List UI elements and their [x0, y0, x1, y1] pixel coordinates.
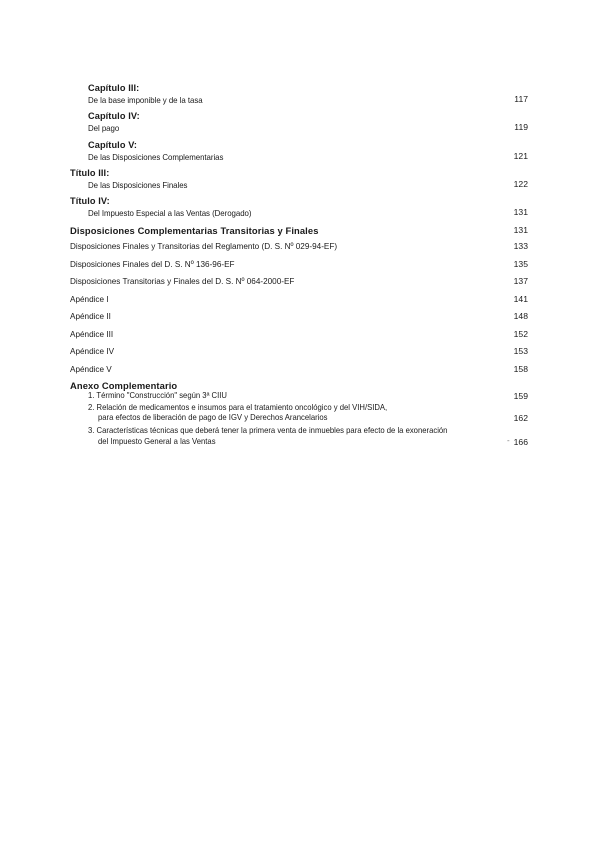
appendix-iii-entry: Apéndice III: [70, 329, 114, 339]
title-iii-title: De las Disposiciones Finales: [88, 180, 188, 190]
chapter-iii-title: De la base imponible y de la tasa: [88, 95, 203, 105]
ds-064-page: 137: [513, 276, 528, 286]
appendix-iv-entry: Apéndice IV: [70, 346, 115, 356]
annex-item-3-page: 166: [513, 437, 528, 447]
chapter-iv-title: Del pago: [88, 123, 120, 133]
ds-136-entry: Disposiciones Finales del D. S. Nº 136-96-EF: [70, 259, 235, 269]
title-iv-title: Del Impuesto Especial a las Ventas (Derogado): [88, 208, 252, 218]
annex-item-2-line-2: para efectos de liberación de pago de IGV y Derechos Arancelarios: [98, 413, 328, 422]
regulation-provisions-entry: Disposiciones Finales y Transitorias del Reglamento (D. S. Nº 029-94-EF): [70, 241, 338, 251]
title-iii-heading: Título III:: [70, 168, 110, 178]
appendix-ii-entry: Apéndice II: [70, 311, 111, 321]
regulation-provisions-page: 133: [513, 241, 528, 251]
annex-heading: Anexo Complementario: [70, 380, 178, 391]
complementary-provisions-heading: Disposiciones Complementarias Transitorias y Finales: [70, 225, 319, 236]
annex-item-2-page: 162: [513, 413, 528, 423]
appendix-iv-page: 153: [513, 346, 528, 356]
chapter-v-page: 121: [513, 151, 528, 161]
annex-item-1: 1. Término "Construcción" según 3ª CIIU: [88, 391, 227, 400]
annex-item-1-page: 159: [513, 391, 528, 401]
appendix-ii-page: 148: [513, 311, 528, 321]
appendix-i-page: 141: [513, 294, 528, 304]
annex-item-3-line-2: del Impuesto General a las Ventas: [98, 437, 216, 446]
title-iii-page: 122: [513, 179, 528, 189]
annex-item-3-line-1: 3. Características técnicas que deberá tener la primera venta de inmuebles para efecto de la exoneración: [88, 426, 448, 435]
chapter-iv-page: 119: [514, 122, 528, 132]
chapter-iii-page: 117: [514, 94, 528, 104]
appendix-v-entry: Apéndice V: [70, 364, 112, 374]
chapter-iv-heading: Capítulo IV:: [88, 111, 140, 121]
scan-mark: -: [507, 436, 510, 445]
complementary-provisions-page: 131: [513, 225, 528, 235]
appendix-i-entry: Apéndice I: [70, 294, 109, 304]
title-iv-page: 131: [513, 207, 528, 217]
chapter-v-title: De las Disposiciones Complementarias: [88, 152, 224, 162]
ds-136-page: 135: [513, 259, 528, 269]
ds-064-entry: Disposiciones Transitorias y Finales del D. S. Nº 064-2000-EF: [70, 276, 295, 286]
annex-item-2-line-1: 2. Relación de medicamentos e insumos para el tratamiento oncológico y del VIH/SIDA,: [88, 403, 388, 412]
appendix-v-page: 158: [513, 364, 528, 374]
chapter-v-heading: Capítulo V:: [88, 140, 138, 150]
title-iv-heading: Título IV:: [70, 196, 110, 206]
chapter-iii-heading: Capítulo III:: [88, 83, 140, 93]
appendix-iii-page: 152: [513, 329, 528, 339]
